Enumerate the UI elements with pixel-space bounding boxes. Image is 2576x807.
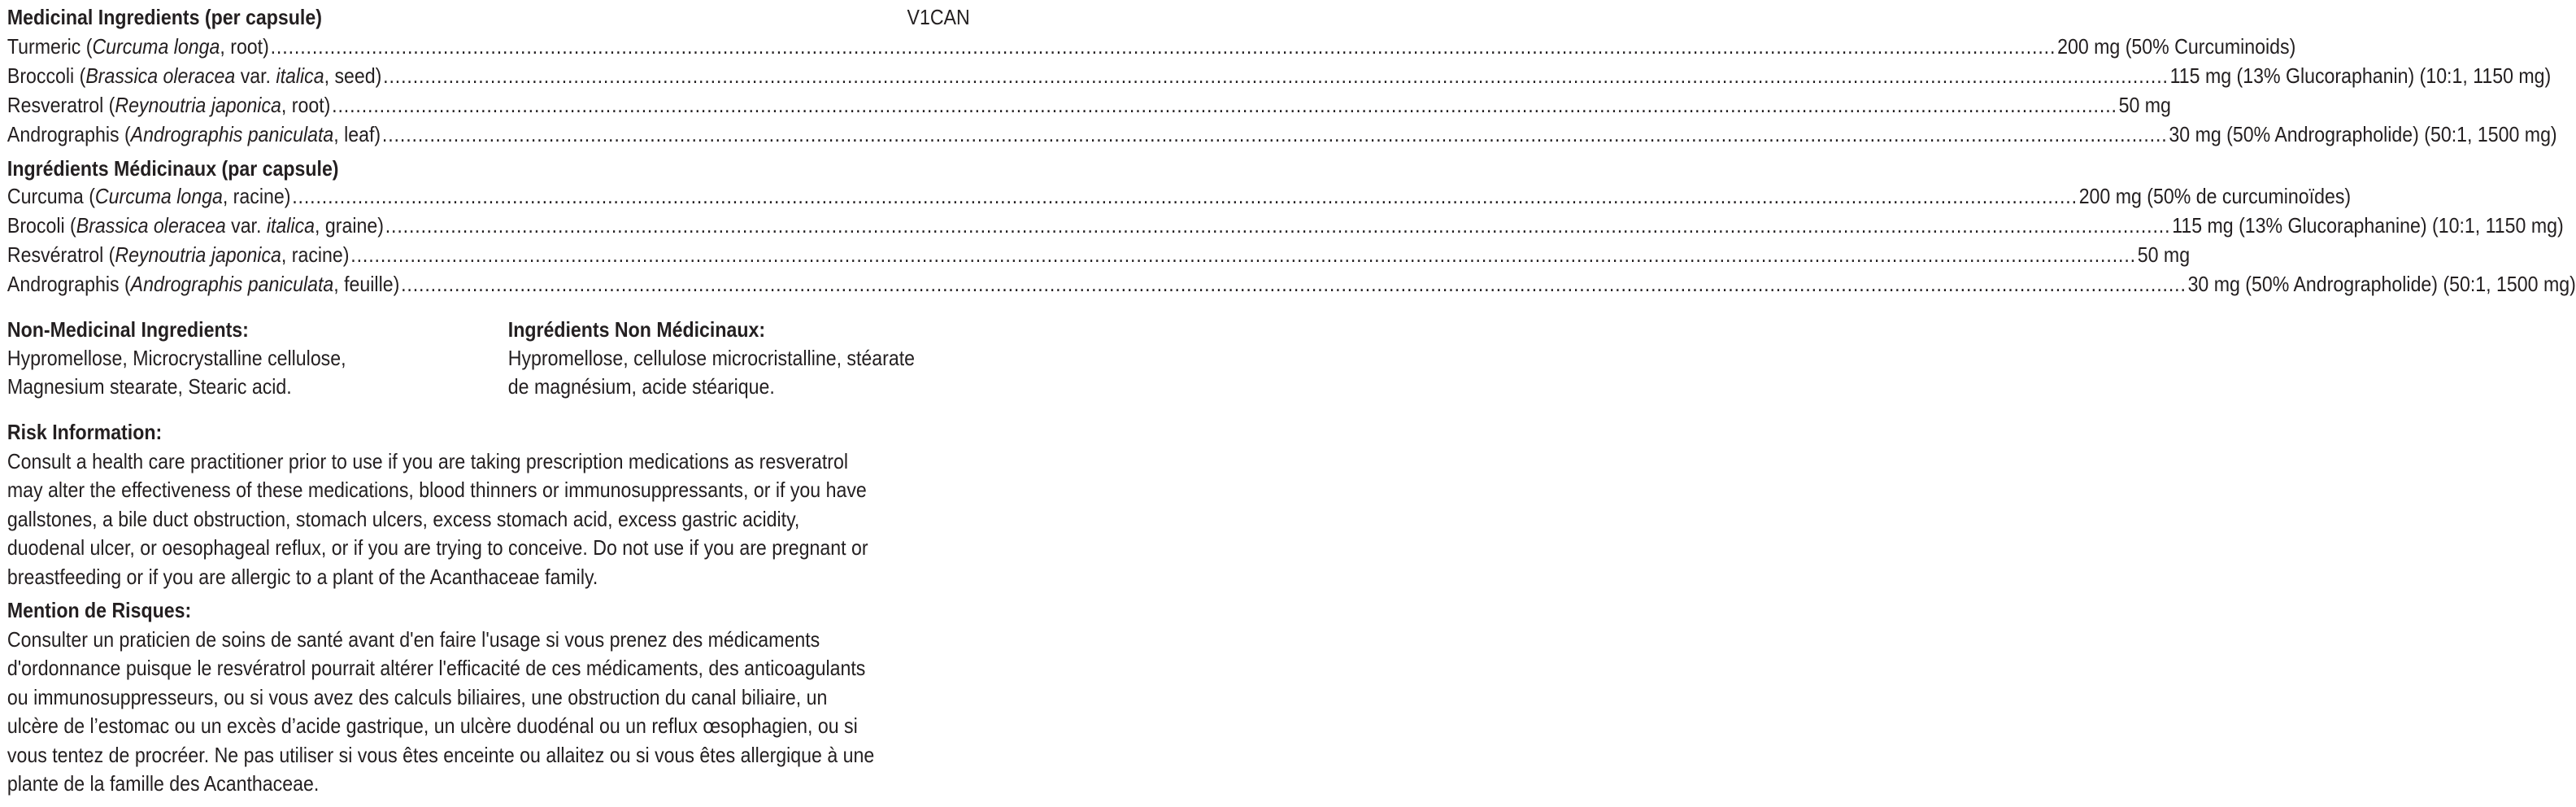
ingredient-amount: 115 mg (13% Glucoraphanine) (10:1, 1150 mg): [2172, 213, 2564, 238]
risque-line: Consulter un praticien de soins de santé avant d'en faire l'usage si vous prenez des médicaments: [7, 626, 820, 652]
dot-leader: ............................................................................................................................................................................................................................................................................................................: [401, 272, 2187, 296]
ingredient-row: [7, 91, 2171, 119]
dot-leader: ............................................................................................................................................................................................................................................................................................................: [385, 213, 2171, 238]
ingredient-name: Resveratrol (Reynoutria japonica, root): [7, 93, 331, 117]
ingredient-amount: 50 mg: [2118, 93, 2171, 117]
non-medicinaux-section: [508, 316, 915, 401]
risk-line: gallstones, a bile duct obstruction, stomach ulcers, excess stomach acid, excess gastric acidity,: [7, 506, 800, 531]
dot-leader: ............................................................................................................................................................................................................................................................................................................: [292, 184, 2078, 208]
ingredient-amount: 200 mg (50% de curcuminoïdes): [2078, 184, 2352, 208]
non-medicinal-section: [7, 316, 346, 401]
risque-line: ou immunosuppresseurs, ou si vous avez des calculs biliaires, une obstruction du canal biliaire, un: [7, 684, 828, 709]
risk-line: may alter the effectiveness of these medications, blood thinners or immunosuppressants, or if you have: [7, 478, 867, 502]
risk-line: duodenal ulcer, or oesophageal reflux, or if you are trying to conceive. Do not use if you are pregnant or: [7, 535, 868, 560]
dot-leader: ............................................................................................................................................................................................................................................................................................................: [381, 122, 2168, 146]
ingredient-row-fr: [7, 241, 2191, 268]
risk-information-heading: Risk Information:: [7, 420, 163, 444]
dot-leader: ............................................................................................................................................................................................................................................................................................................: [270, 34, 2056, 59]
dot-leader: ............................................................................................................................................................................................................................................................................................................: [332, 93, 2117, 117]
ingredient-name: Brocoli (Brassica oleracea var. italica, graine): [7, 213, 384, 238]
ingredient-amount: 115 mg (13% Glucoraphanin) (10:1, 1150 mg): [2169, 63, 2552, 88]
non-medicinal-heading: Non-Medicinal Ingredients:: [7, 317, 249, 342]
non-medicinaux-heading: Ingrédients Non Médicinaux:: [507, 317, 766, 342]
ingredient-amount: 30 mg (50% Andrographolide) (50:1, 1500 mg): [2169, 122, 2557, 146]
ingredient-name: Turmeric (Curcuma longa, root): [7, 34, 269, 59]
risque-line: ulcère de l’estomac ou un excès d’acide gastrique, un ulcère duodénal ou un reflux œsophagien, ou si: [7, 713, 858, 738]
ingredient-row: [7, 33, 2296, 60]
ingredient-amount: 30 mg (50% Andrographolide) (50:1, 1500 mg): [2187, 272, 2576, 296]
risk-line: breastfeeding or if you are allergic to a plant of the Acanthaceae family.: [7, 564, 598, 589]
risque-line: d'ordonnance puisque le resvératrol pourrait altérer l'efficacité de ces médicaments, des anticoagulants: [7, 656, 866, 680]
risque-line: vous tentez de procréer. Ne pas utiliser si vous êtes enceinte ou allaitez ou si vous êtes allergique à une: [7, 742, 875, 767]
ingredient-amount: 200 mg (50% Curcuminoids): [2057, 34, 2296, 59]
ingredient-name: Curcuma (Curcuma longa, racine): [7, 184, 291, 208]
ingredient-name: Andrographis (Andrographis paniculata, feuille): [7, 272, 400, 296]
non-medicinaux-line: Hypromellose, cellulose microcristalline, stéarate: [507, 346, 916, 370]
medicinal-ingredients-heading: Medicinal Ingredients (per capsule): [7, 5, 322, 29]
ingredient-name: Andrographis (Andrographis paniculata, leaf): [7, 122, 381, 146]
ingredient-name: Resvératrol (Reynoutria japonica, racine): [7, 242, 350, 267]
dot-leader: ............................................................................................................................................................................................................................................................................................................: [350, 242, 2136, 267]
ingredient-amount: 50 mg: [2137, 242, 2191, 267]
risk-information-section: [7, 418, 868, 591]
ingredient-row: [7, 120, 2557, 148]
ingredient-row: [7, 62, 2552, 89]
label-code: V1CAN: [907, 5, 970, 29]
mention-de-risques-section: [7, 596, 874, 799]
non-medicinal-line: Hypromellose, Microcrystalline cellulose,: [7, 346, 346, 370]
ingredient-row-fr: [7, 212, 2564, 239]
ingredient-name: Broccoli (Brassica oleracea var. italica, seed): [7, 63, 382, 88]
ingredients-medicinaux-heading: Ingrédients Médicinaux (par capsule): [7, 156, 339, 181]
mention-de-risques-heading: Mention de Risques:: [7, 598, 192, 622]
dot-leader: ............................................................................................................................................................................................................................................................................................................: [383, 63, 2169, 88]
non-medicinaux-line: de magnésium, acide stéarique.: [507, 374, 775, 399]
non-medicinal-line: Magnesium stearate, Stearic acid.: [7, 374, 292, 399]
ingredient-row-fr: [7, 182, 2352, 210]
risk-line: Consult a health care practitioner prior to use if you are taking prescription medications as resveratrol: [7, 448, 848, 473]
ingredient-row-fr: [7, 270, 2576, 298]
risque-line: plante de la famille des Acanthaceae.: [7, 771, 320, 796]
